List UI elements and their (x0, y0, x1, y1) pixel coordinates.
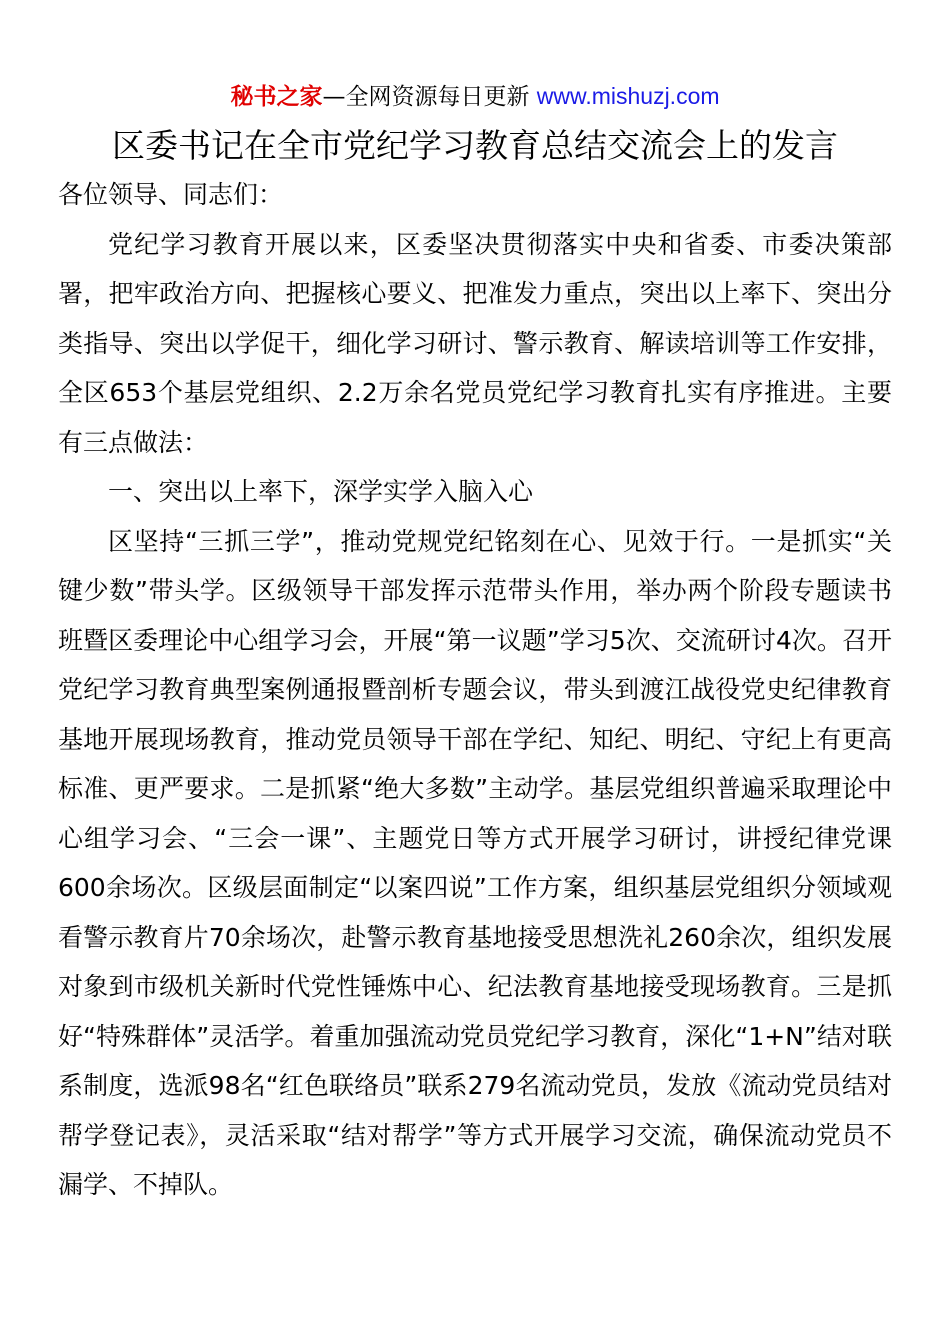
document-title: 区委书记在全市党纪学习教育总结交流会上的发言 (112, 126, 838, 165)
section-heading: 一、突出以上率下，深学实学入脑入心 (108, 477, 534, 506)
site-header (0, 80, 950, 113)
header-tagline: —全网资源每日更新 (322, 84, 537, 110)
section-paragraph: 区坚持“三抓三学”，推动党规党纪铭刻在心、见效于行。一是抓实“关键少数”带头学。区级领导干部发挥示范带头作用，举办两个阶段专题读书班暨区委理论中心组学习会，开展“第一议题”学习5次、交流研讨4次。召开党纪学习教育典型案例通报暨剖析专题会议，带头到渡江战役党史纪律教育基地开展现场教育，推动党员领导干部在学纪、知纪、明纪、守纪上有更高标准、更严要求。二是抓紧“绝大多数”主动学。基层党组织普遍采取理论中心组学习会、“三会一课”、主题党日等方式开展学习研讨，讲授纪律党课600余场次。区级层面制定“以案四说”工作方案，组织基层党组织分领域观看警示教育片70余场次，赴警示教育基地接受思想洗礼260余次，组织发展对象到市级机关新时代党性锤炼中心、纪法教育基地接受现场教育。三是抓好“特殊群体”灵活学。着重加强流动党员党纪学习教育，深化“1+N”结对联系制度，选派98名“红色联络员”联系279名流动党员，发放《流动党员结对帮学登记表》，灵活采取“结对帮学”等方式开展学习交流，确保流动党员不漏学、不掉队。 (58, 526, 892, 1199)
document-body (58, 170, 892, 1210)
salutation: 各位领导、同志们： (58, 180, 284, 209)
site-url-link[interactable]: www.mishuzj.com (536, 83, 720, 109)
brand-name[interactable]: 秘书之家 (230, 84, 323, 110)
intro-paragraph: 党纪学习教育开展以来，区委坚决贯彻落实中央和省委、市委决策部署，把牢政治方向、把握核心要义、把准发力重点，突出以上率下、突出分类指导、突出以学促干，细化学习研讨、警示教育、解读培训等工作安排，全区653个基层党组织、2.2万余名党员党纪学习教育扎实有序推进。主要有三点做法： (58, 229, 892, 457)
